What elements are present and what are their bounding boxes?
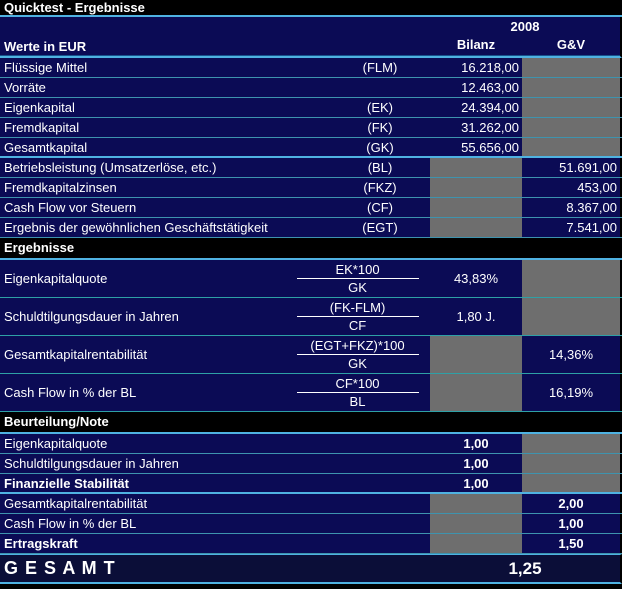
row-label: Gesamtkapital <box>0 138 330 156</box>
bilanz-cell-disabled <box>430 534 522 553</box>
row-label: Cash Flow vor Steuern <box>0 198 330 217</box>
formula-numerator: (EGT+FKZ)*100 <box>297 338 419 355</box>
bottom-strip <box>0 584 622 589</box>
gav-cell-disabled <box>522 260 620 297</box>
formula-fraction <box>297 262 419 295</box>
gav-value: 453,00 <box>522 178 620 197</box>
row-code: (FLM) <box>330 58 430 77</box>
table-row <box>0 58 622 78</box>
formula-numerator: (FK-FLM) <box>297 300 419 317</box>
result-row <box>0 336 622 374</box>
row-label: Ergebnis der gewöhnlichen Geschäftstätigkeit <box>0 218 330 237</box>
table-header <box>0 17 622 58</box>
row-label: Finanzielle Stabilität <box>0 474 430 492</box>
total-row <box>0 554 622 584</box>
bilanz-note: 1,00 <box>430 434 522 453</box>
table-row <box>0 178 622 198</box>
bilanz-result: 1,80 J. <box>430 298 522 335</box>
row-label: Gesamtkapitalrentabilität <box>0 336 285 373</box>
row-label: Fremdkapitalzinsen <box>0 178 330 197</box>
table-row <box>0 118 622 138</box>
bilanz-note: 1,00 <box>430 474 522 492</box>
bilanz-cell-disabled <box>430 198 522 217</box>
row-code: (BL) <box>330 158 430 177</box>
bilanz-cell-disabled <box>430 218 522 237</box>
bilanz-value: 31.262,00 <box>430 118 522 137</box>
page-title: Quicktest - Ergebnisse <box>0 0 622 17</box>
formula-numerator: EK*100 <box>297 262 419 279</box>
row-label: Flüssige Mittel <box>0 58 330 77</box>
bilanz-value: 55.656,00 <box>430 138 522 156</box>
section-header-beurteilung: Beurteilung/Note <box>0 412 622 434</box>
section-header-ergebnisse: Ergebnisse <box>0 238 622 260</box>
formula-cell <box>285 298 430 335</box>
gav-note: 1,00 <box>522 514 620 533</box>
bilanz-value: 24.394,00 <box>430 98 522 117</box>
gav-result: 14,36% <box>522 336 620 373</box>
gav-cell-disabled <box>522 434 620 453</box>
note-row <box>0 474 622 494</box>
formula-denominator: CF <box>348 318 367 333</box>
row-code: (EGT) <box>330 218 430 237</box>
formula-cell <box>285 374 430 411</box>
note-row <box>0 514 622 534</box>
row-label: Eigenkapital <box>0 98 330 117</box>
result-row <box>0 298 622 336</box>
year-column-group <box>430 17 620 56</box>
bilanz-cell-disabled <box>430 374 522 411</box>
row-label: Schuldtilgungsdauer in Jahren <box>0 454 430 473</box>
row-label: Gesamtkapitalrentabilität <box>0 494 430 513</box>
row-code <box>330 78 430 97</box>
row-label: Ertragskraft <box>0 534 430 553</box>
gav-cell-disabled <box>522 118 620 137</box>
formula-fraction <box>297 376 419 409</box>
gav-value: 51.691,00 <box>522 158 620 177</box>
row-code: (GK) <box>330 138 430 156</box>
formula-denominator: BL <box>349 394 366 409</box>
gav-cell-disabled <box>522 78 620 97</box>
gav-note: 1,50 <box>522 534 620 553</box>
bilanz-cell-disabled <box>430 514 522 533</box>
gav-value: 7.541,00 <box>522 218 620 237</box>
bilanz-cell-disabled <box>430 336 522 373</box>
row-label: Fremdkapital <box>0 118 330 137</box>
row-label: Eigenkapitalquote <box>0 434 430 453</box>
column-header-gav: G&V <box>556 37 586 52</box>
note-row <box>0 434 622 454</box>
bilanz-note: 1,00 <box>430 454 522 473</box>
row-code: (FKZ) <box>330 178 430 197</box>
formula-cell <box>285 336 430 373</box>
year-header: 2008 <box>510 19 540 34</box>
row-label: Betriebsleistung (Umsatzerlöse, etc.) <box>0 158 330 177</box>
result-row <box>0 374 622 412</box>
gav-note: 2,00 <box>522 494 620 513</box>
formula-denominator: GK <box>348 280 367 295</box>
formula-cell <box>285 260 430 297</box>
table-row <box>0 218 622 238</box>
table-row <box>0 98 622 118</box>
gav-cell-disabled <box>522 138 620 156</box>
gav-cell-disabled <box>522 454 620 473</box>
table-row <box>0 158 622 178</box>
row-label: Vorräte <box>0 78 330 97</box>
gav-value: 8.367,00 <box>522 198 620 217</box>
formula-fraction <box>297 338 419 371</box>
row-label: Cash Flow in % der BL <box>0 514 430 533</box>
formula-numerator: CF*100 <box>297 376 419 393</box>
values-unit-label: Werte in EUR <box>4 39 87 54</box>
row-code: (EK) <box>330 98 430 117</box>
note-row <box>0 494 622 514</box>
bilanz-value: 12.463,00 <box>430 78 522 97</box>
bilanz-value: 16.218,00 <box>430 58 522 77</box>
note-row <box>0 534 622 554</box>
column-header-bilanz: Bilanz <box>456 37 496 52</box>
total-label: G E S A M T <box>4 558 116 578</box>
table-row <box>0 198 622 218</box>
table-row <box>0 78 622 98</box>
row-code: (FK) <box>330 118 430 137</box>
bilanz-cell-disabled <box>430 158 522 177</box>
gav-result: 16,19% <box>522 374 620 411</box>
gav-cell-disabled <box>522 298 620 335</box>
note-row <box>0 454 622 474</box>
gav-cell-disabled <box>522 58 620 77</box>
formula-fraction <box>297 300 419 333</box>
row-label: Cash Flow in % der BL <box>0 374 285 411</box>
table-row <box>0 138 622 158</box>
result-row <box>0 260 622 298</box>
formula-denominator: GK <box>348 356 367 371</box>
total-value: 1,25 <box>508 558 542 578</box>
row-label: Eigenkapitalquote <box>0 260 285 297</box>
row-code: (CF) <box>330 198 430 217</box>
row-label: Schuldtilgungsdauer in Jahren <box>0 298 285 335</box>
gav-cell-disabled <box>522 98 620 117</box>
bilanz-cell-disabled <box>430 494 522 513</box>
bilanz-cell-disabled <box>430 178 522 197</box>
bilanz-result: 43,83% <box>430 260 522 297</box>
gav-cell-disabled <box>522 474 620 492</box>
